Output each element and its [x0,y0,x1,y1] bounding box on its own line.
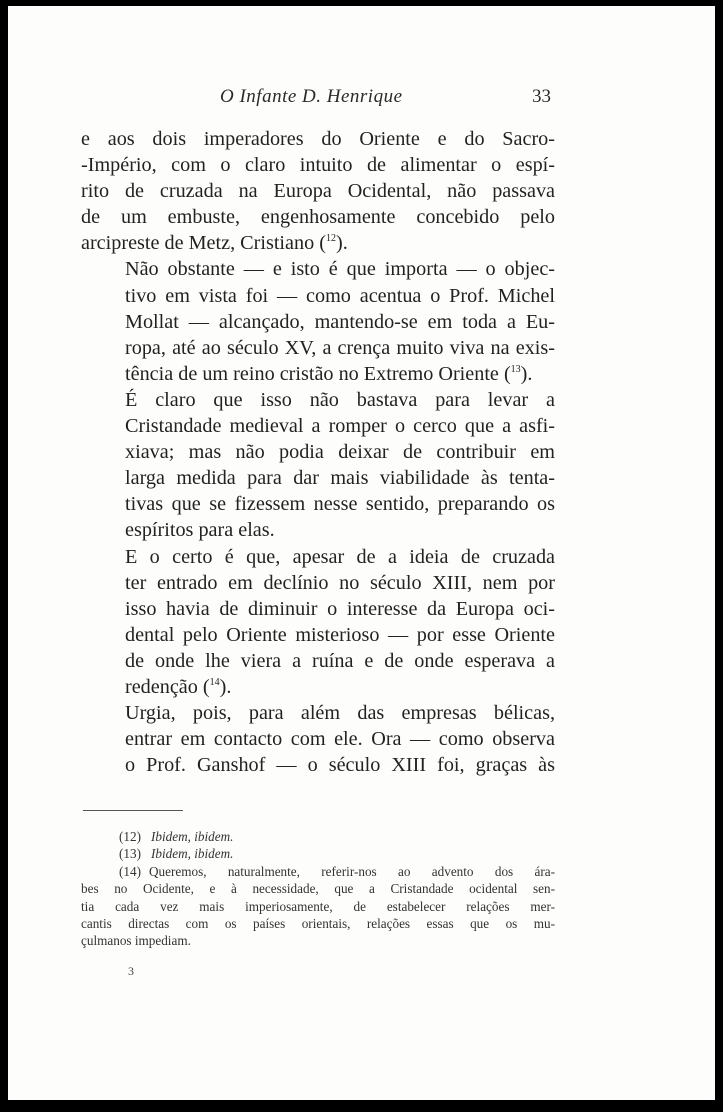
text-line: É claro que isso não bastava para levar a [125,388,555,411]
footnote-line: bes no Ocidente, e à necessidade, que a Cristandade ocidental sen- [81,881,555,897]
text-line: rito de cruzada na Europa Ocidental, não passava [81,180,555,203]
paragraph-1 [81,126,555,256]
text-line: entrar em contacto com ele. Ora — como observa [125,728,555,751]
text-line: ropa, até ao século XV, a crença muito viva na exis- [125,336,555,359]
text-fragment: redenção ( [125,675,210,698]
footnote-ref-14[interactable]: 14 [209,676,220,688]
footnote-line: tia cada vez mais imperiosamente, de estabelecer relações mer- [81,898,555,914]
book-page [8,6,715,1100]
paragraph-5 [81,700,555,778]
text-line: xiava; mas não podia deixar de contribuir em [125,441,555,464]
text-line: espíritos para elas. [125,519,275,542]
text-line: Não obstante — e isto é que importa — o objec- [125,258,555,281]
footnote-rule [83,810,183,811]
text-line [81,361,555,387]
text-line: Cristandade medieval a romper o cerco que a asfi- [125,415,555,438]
running-title: O Infante D. Henrique [220,86,403,107]
text-line: de um embuste, engenhosamente concebido pelo [81,206,555,229]
text-fragment: ). [219,675,232,698]
text-line: o Prof. Ganshof — o século XIII foi, graças às [125,754,555,777]
footnote-mark: (12) [119,829,141,844]
text-line [81,230,555,256]
paragraph-3 [81,387,555,544]
text-line: e aos dois imperadores do Oriente e do Sacro- [81,128,555,150]
footnote-mark: (14) [119,863,141,879]
text-line: -Império, com o claro intuito de alimentar o espí- [81,154,555,177]
footnote-14 [81,863,555,880]
footnote-text: Ibidem, ibidem. [151,829,234,844]
signature-mark: 3 [128,964,134,978]
footnote-12 [81,828,555,845]
footnote-ref-12[interactable]: 12 [325,233,336,245]
text-fragment: arcipreste de Metz, Cristiano ( [81,232,326,255]
footnote-mark: (13) [119,846,141,862]
text-line: tivo em vista foi — como acentua o Prof. Michel [125,284,555,307]
text-line: dental pelo Oriente misterioso — por esse Oriente [125,623,555,646]
footnote-ref-13[interactable]: 13 [510,363,521,375]
page-number: 33 [532,86,551,107]
text-line: isso havia de diminuir o interesse da Europa oci- [125,597,555,620]
text-line: tivas que se fizessem nesse sentido, preparando os [125,493,555,516]
footnote-13 [81,845,555,862]
text-line: Urgia, pois, para além das empresas bélicas, [125,702,555,725]
text-line: Mollat — alcançado, mantendo-se em toda a Eu- [125,310,555,333]
text-line [81,674,555,700]
text-fragment: tência de um reino cristão no Extremo Oriente ( [125,362,511,385]
text-fragment: ). [520,362,533,385]
footnote-line: çulmanos impediam. [81,933,191,949]
text-line: ter entrado em declínio no século XIII, nem por [125,571,555,594]
text-fragment: ). [335,232,348,255]
footnote-text: Queremos, naturalmente, referir-nos ao advento dos ára- [149,863,555,879]
footnote-line: cantis directas com os países orientais, relações essas que os mu- [81,916,555,932]
footnotes [81,828,555,950]
paragraph-4 [81,544,555,701]
text-line: larga medida para dar mais viabilidade às tenta- [125,467,555,490]
paragraph-2 [81,256,555,386]
body-text [81,126,555,778]
text-line: de onde lhe viera a ruína e de onde esperava a [125,649,555,672]
text-line: E o certo é que, apesar de a ideia de cruzada [125,545,555,568]
running-head [8,86,715,112]
footnote-text: Ibidem, ibidem. [151,846,234,862]
